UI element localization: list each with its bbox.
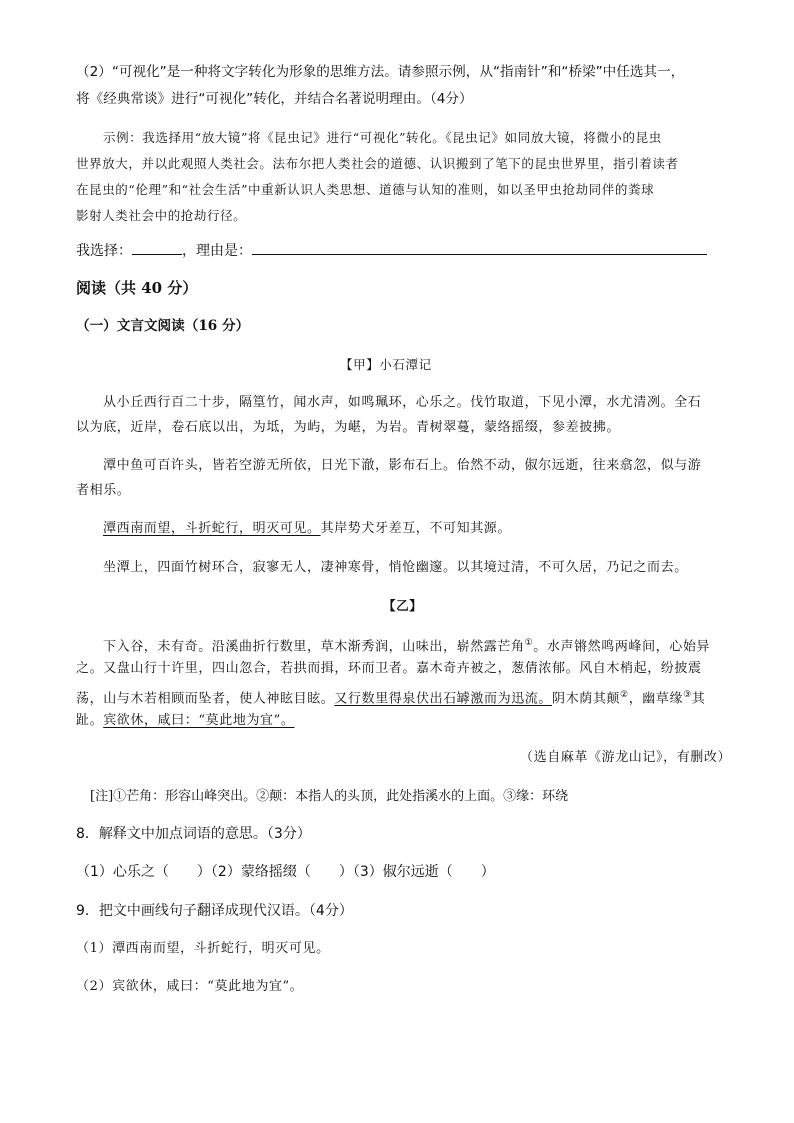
passage-yi-line1-a: 下入谷，未有奇。沿溪曲折行数里，草木渐秀润，山味出，崭然露芒角 bbox=[103, 639, 525, 655]
underlined-sentence-1: 潭西南而望，斗折蛇行，明灭可见。 bbox=[103, 521, 321, 536]
underlined-sentence-3: 宾欲休，咸曰：“莫此地为宜”。 bbox=[103, 713, 295, 728]
passage-yi-line4 bbox=[76, 711, 295, 731]
note-marker-2: ② bbox=[620, 690, 629, 700]
question-9-item-1: （1）潭西南而望，斗折蛇行，明灭可见。 bbox=[76, 941, 330, 956]
passage-yi-title: 【乙】 bbox=[383, 598, 423, 613]
passage-jia-p3-rest: 其岸势犬牙差互，不可知其源。 bbox=[320, 521, 512, 536]
passage-yi-line3-d: 其 bbox=[691, 691, 706, 707]
question-visual-line-2: 将《经典常谈》进行“可视化”转化，并结合名著说明理由。（4分） bbox=[76, 91, 473, 107]
question-8-items: （1）心乐之（ ）（2）蒙络摇缀（ ）（3）俶尔远逝（ ） bbox=[76, 864, 495, 880]
question-9-title: 9．把文中画线句子翻译成现代汉语。（4分） bbox=[76, 903, 353, 919]
example-line-2: 世界放大，并以此观照人类社会。法布尔把人类社会的道德、认识搬到了笔下的昆虫世界里，指引着读者 bbox=[76, 156, 679, 171]
reason-blank[interactable] bbox=[252, 240, 707, 255]
section-title: 阅读（共 40 分） bbox=[76, 279, 198, 297]
question-9-item-2: （2）宾欲休，咸曰：“莫此地为宜”。 bbox=[76, 979, 304, 994]
passage-yi-line3-c: ，幽草缘 bbox=[628, 691, 684, 707]
passage-yi-line3 bbox=[76, 685, 705, 709]
passage-jia-p3 bbox=[103, 519, 511, 539]
example-line-4: 影射人类社会中的抢劫行径。 bbox=[76, 208, 247, 223]
passage-yi-line2: 之。又盘山行十许里，四山忽合，若拱而揖，环而卫者。嘉木奇卉被之，葱倩浓郁。风自木梢起，纷披震 bbox=[76, 661, 702, 676]
question-8-title: 8．解释文中加点词语的意思。（3分） bbox=[76, 826, 311, 842]
reason-label: ，理由是： bbox=[182, 243, 252, 259]
choice-blank[interactable] bbox=[132, 240, 182, 255]
example-line-3: 在昆虫的“伦理”和“社会生活”中重新认识人类思想、道德与认知的准则，如以圣甲虫抢劫同伴的粪球 bbox=[76, 182, 655, 197]
passage-notes: [注]①芒角：形容山峰突出。②颠：本指人的头顶，此处指溪水的上面。③缘：环绕 bbox=[90, 789, 569, 804]
note-marker-1: ① bbox=[524, 638, 534, 648]
underlined-sentence-2: 又行数里得泉伏出石罅激而为迅流。 bbox=[334, 691, 553, 707]
note-marker-3: ③ bbox=[683, 690, 692, 700]
passage-yi-line4-a: 趾。 bbox=[76, 713, 104, 728]
passage-jia-p1-line2: 以为底，近岸，卷石底以出，为坻，为屿，为嵁，为岩。青树翠蔓，蒙络摇缀，参差披拂。 bbox=[76, 420, 621, 435]
example-line-1: 示例：我选择用“放大镜”将《昆虫记》进行“可视化”转化。《昆虫记》如同放大镜，将微小的昆虫 bbox=[103, 130, 662, 145]
passage-jia-p4: 坐潭上，四面竹树环合，寂寥无人，凄神寒骨，悄怆幽邃。以其境过清，不可久居，乃记之而去。 bbox=[103, 560, 688, 575]
passage-jia-p1-line1: 从小丘西行百二十步，隔篁竹，闻水声，如鸣珮环，心乐之。伐竹取道，下见小潭，水尤清冽。全石 bbox=[103, 395, 702, 410]
passage-source: （选自麻革《游龙山记》，有删改） bbox=[520, 750, 732, 765]
question-visual-line-1: （2）“可视化”是一种将文字转化为形象的思维方法。请参照示例，从“指南针”和“桥梁”中任选其一， bbox=[76, 64, 685, 80]
passage-jia-title: 【甲】小石潭记 bbox=[340, 357, 432, 372]
passage-yi-line1 bbox=[103, 633, 710, 657]
answer-line bbox=[76, 240, 707, 261]
passage-yi-line3-a: 荡，山与木若相顾而坠者，使人神眩目眩。 bbox=[76, 691, 335, 707]
passage-yi-line1-b: 。水声锵然鸣两峰间，心始异 bbox=[533, 639, 711, 655]
choose-label: 我选择： bbox=[76, 243, 132, 259]
sub-section-title: （一）文言文阅读（16 分） bbox=[76, 318, 250, 334]
passage-yi-line3-b: 阴木荫其颠 bbox=[552, 691, 621, 707]
passage-jia-p2-line1: 潭中鱼可百许头，皆若空游无所依，日光下澈，影布石上。佁然不动，俶尔远逝，往来翕忽，似与游 bbox=[103, 458, 702, 473]
passage-jia-p2-line2: 者相乐。 bbox=[76, 483, 131, 498]
